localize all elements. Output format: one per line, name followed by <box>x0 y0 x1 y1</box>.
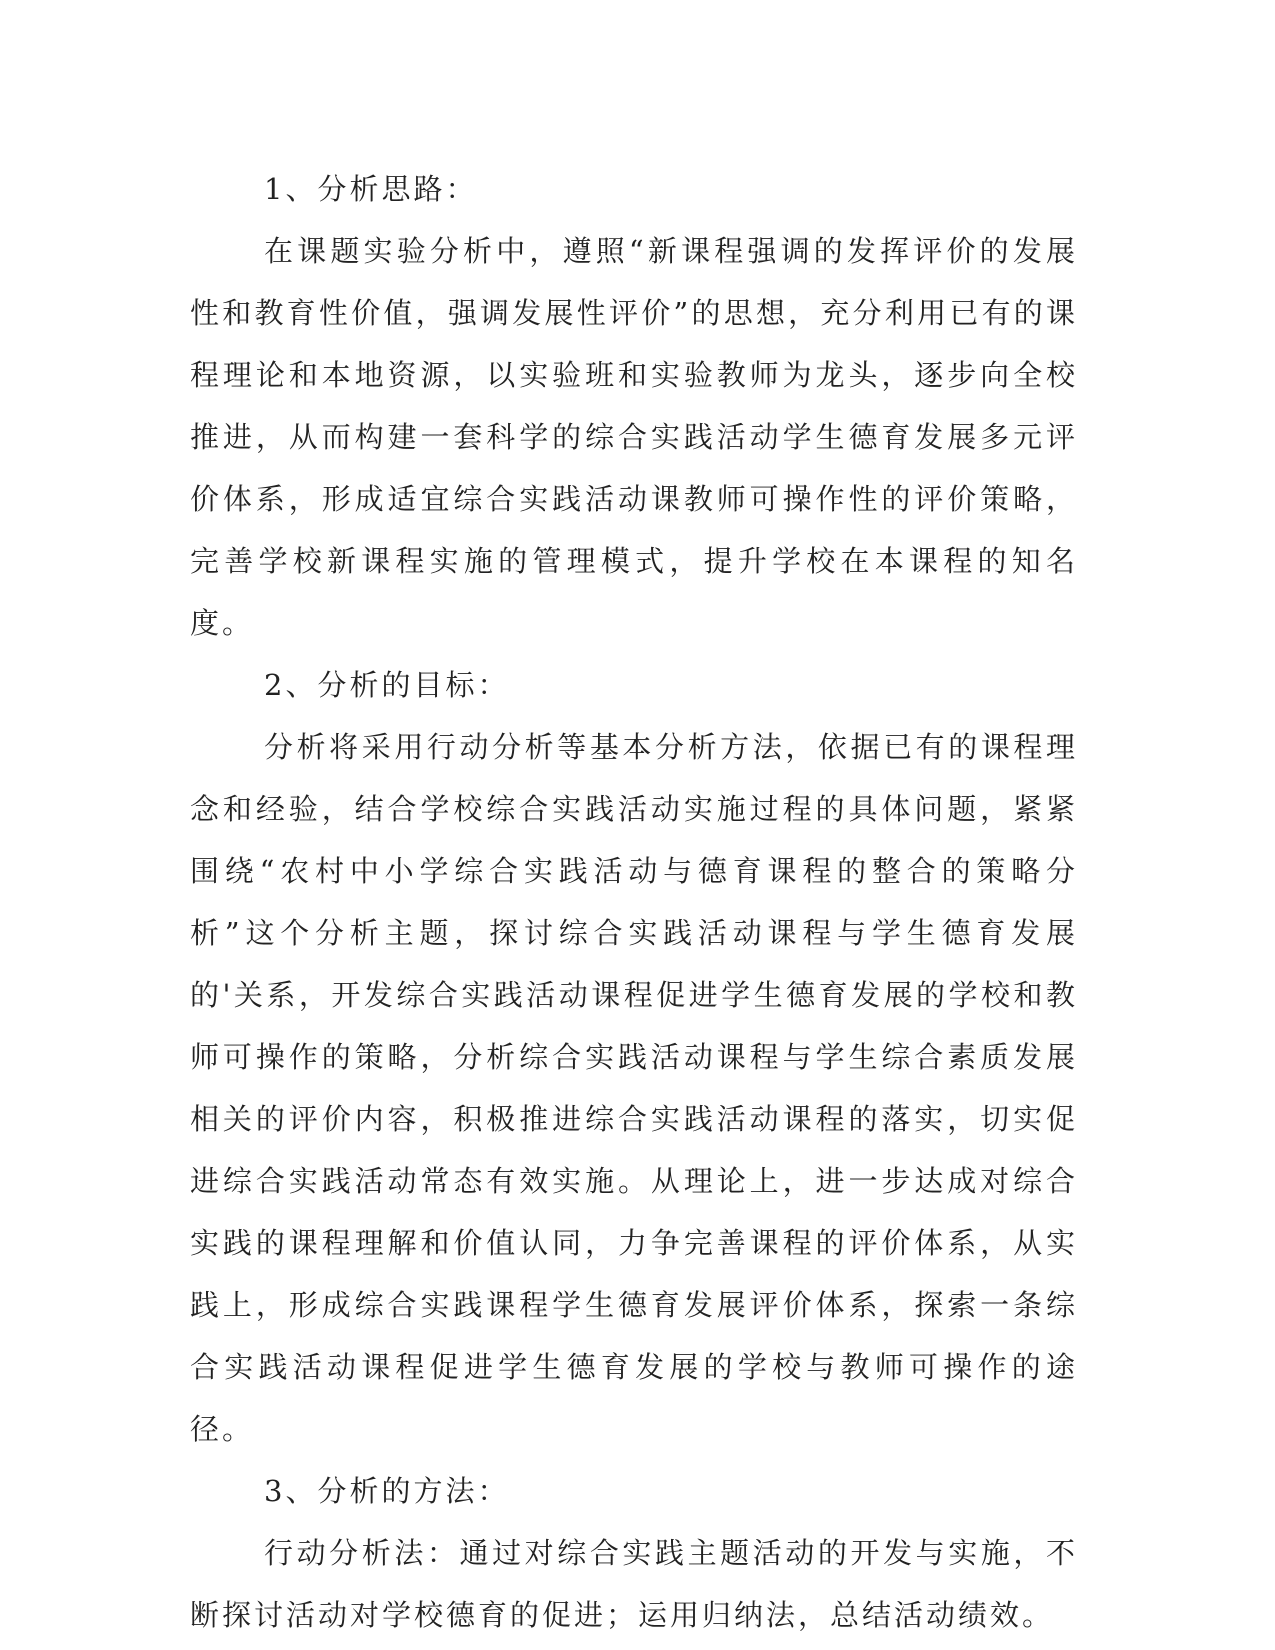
section-paragraph-1: 在课题实验分析中，遵照“新课程强调的发挥评价的发展性和教育性价值，强调发展性评价”的思想，充分利用已有的课程理论和本地资源，以实验班和实验教师为龙头，逐步向全校推进，从而构建一套科学的综合实践活动学生德育发展多元评价体系，形成适宜综合实践活动课教师可操作性的评价策略，完善学校新课程实施的管理模式，提升学校在本课程的知名度。 <box>190 234 1078 640</box>
document-body <box>190 158 1078 1646</box>
section-paragraph-2: 分析将采用行动分析等基本分析方法，依据已有的课程理念和经验，结合学校综合实践活动实施过程的具体问题，紧紧围绕“农村中小学综合实践活动与德育课程的整合的策略分析”这个分析主题，探讨综合实践活动课程与学生德育发展的'关系，开发综合实践活动课程促进学生德育发展的学校和教师可操作的策略，分析综合实践活动课程与学生综合素质发展相关的评价内容，积极推进综合实践活动课程的落实，切实促进综合实践活动常态有效实施。从理论上，进一步达成对综合实践的课程理解和价值认同，力争完善课程的评价体系，从实践上，形成综合实践课程学生德育发展评价体系，探索一条综合实践活动课程促进学生德育发展的学校与教师可操作的途径。 <box>190 730 1078 1446</box>
section-heading-3: 3、分析的方法： <box>264 1474 510 1508</box>
section-heading-1: 1、分析思路： <box>264 172 478 206</box>
section-heading-2: 2、分析的目标： <box>264 668 510 702</box>
section-paragraph-3: 行动分析法：通过对综合实践主题活动的开发与实施，不断探讨活动对学校德育的促进；运用归纳法，总结活动绩效。 <box>190 1536 1078 1632</box>
